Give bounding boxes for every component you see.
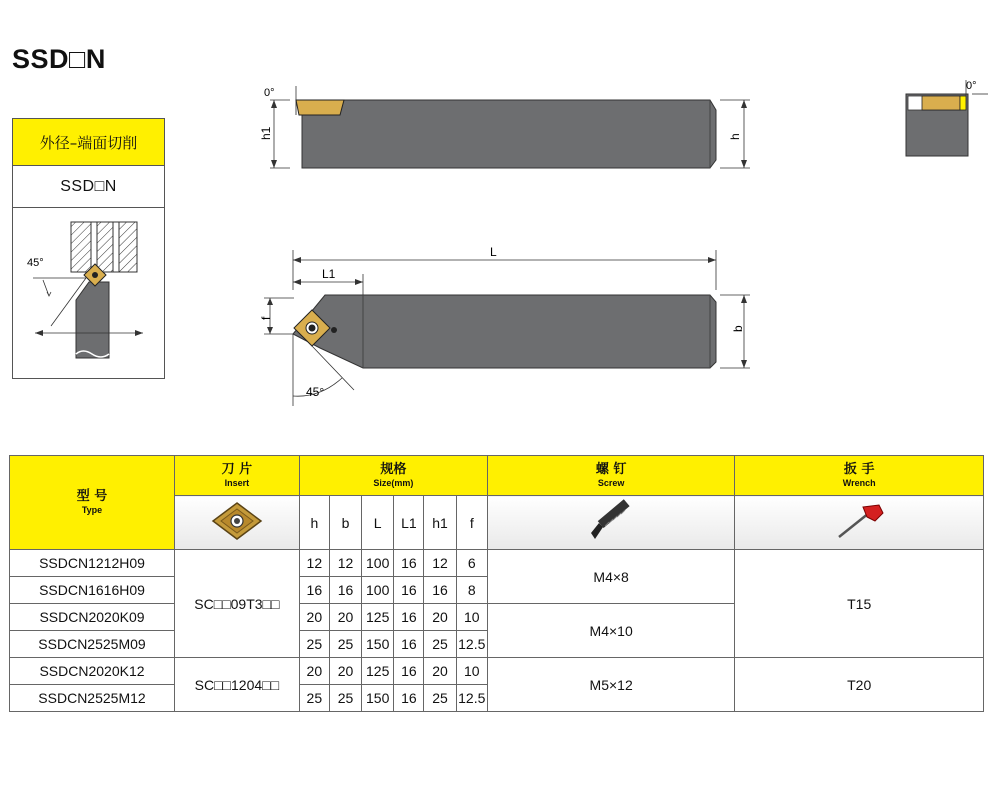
h1-label: h1 [259, 126, 273, 140]
dim-cell-L1: 16 [394, 550, 424, 577]
L1-label: L1 [322, 267, 336, 281]
screw-cell: M5×12 [487, 658, 735, 712]
type-header: 型 号 Type [10, 456, 175, 550]
dim-header-f: f [456, 496, 487, 550]
dim-cell-f: 10 [456, 658, 487, 685]
insert-header: 刀 片 Insert [175, 456, 300, 496]
dim-cell-h: 20 [299, 604, 329, 631]
b-label: b [731, 325, 745, 332]
wrench-cell: T20 [735, 658, 984, 712]
end-view-drawing [900, 76, 992, 160]
top-view-drawing [250, 80, 770, 180]
dim-cell-f: 8 [456, 577, 487, 604]
f-label: f [259, 316, 273, 320]
dim-cell-L: 150 [362, 631, 394, 658]
page-title: SSD□N [12, 44, 106, 74]
type-cell: SSDCN2525M12 [10, 685, 175, 712]
dim-header-h: h [299, 496, 329, 550]
dim-cell-L: 125 [362, 604, 394, 631]
table-row [10, 658, 984, 685]
size-header: 规格 Size(mm) [299, 456, 487, 496]
operation-diagram [13, 208, 164, 378]
wrench-image-cell [735, 496, 984, 550]
tool-body-plan [293, 295, 716, 368]
table-row [10, 550, 984, 577]
dim-cell-f: 10 [456, 604, 487, 631]
dim-cell-b: 25 [329, 685, 361, 712]
angle-label: 45° [27, 257, 44, 269]
dim-cell-b: 20 [329, 604, 361, 631]
plan-view-drawing [250, 238, 770, 410]
dim-header-L: L [362, 496, 394, 550]
insert-top-icon [296, 100, 344, 115]
spec-table [9, 455, 984, 712]
dim-cell-L1: 16 [394, 577, 424, 604]
side-angle-label: 0° [966, 80, 977, 92]
dim-cell-L1: 16 [394, 631, 424, 658]
insert-cell: SC□□1204□□ [175, 658, 300, 712]
wrench-header: 扳 手 Wrench [735, 456, 984, 496]
insert-icon [207, 499, 267, 543]
dim-header-b: b [329, 496, 361, 550]
top-angle-label: 0° [264, 87, 275, 99]
screw-cell: M4×10 [487, 604, 735, 658]
wrench-icon [829, 499, 889, 543]
dim-cell-b: 16 [329, 577, 361, 604]
type-cell: SSDCN2020K12 [10, 658, 175, 685]
dim-header-L1: L1 [394, 496, 424, 550]
dim-cell-h: 12 [299, 550, 329, 577]
screw-header: 螺 钉 Screw [487, 456, 735, 496]
dim-cell-h1: 25 [424, 631, 456, 658]
dim-cell-h: 25 [299, 685, 329, 712]
dim-cell-h1: 25 [424, 685, 456, 712]
dim-cell-b: 12 [329, 550, 361, 577]
dim-cell-h1: 12 [424, 550, 456, 577]
operation-category: 外径–端面切削 [13, 119, 164, 166]
dim-cell-f: 12.5 [456, 631, 487, 658]
dim-cell-f: 12.5 [456, 685, 487, 712]
dim-cell-h: 20 [299, 658, 329, 685]
type-cell: SSDCN2525M09 [10, 631, 175, 658]
type-cell: SSDCN1212H09 [10, 550, 175, 577]
insert-cell: SC□□09T3□□ [175, 550, 300, 658]
holder-model: SSD□N [13, 166, 164, 208]
type-cell: SSDCN2020K09 [10, 604, 175, 631]
dim-header-h1: h1 [424, 496, 456, 550]
L-label: L [490, 245, 497, 259]
tool-shank [76, 282, 109, 358]
dim-cell-h: 16 [299, 577, 329, 604]
dim-cell-b: 20 [329, 658, 361, 685]
plan-angle-label: 45° [306, 385, 325, 399]
dim-cell-h1: 16 [424, 577, 456, 604]
dim-cell-L: 125 [362, 658, 394, 685]
insert-end-icon [922, 96, 960, 110]
insert-image-cell [175, 496, 300, 550]
dim-cell-L1: 16 [394, 658, 424, 685]
dim-cell-L: 150 [362, 685, 394, 712]
screw-image-cell [487, 496, 735, 550]
dim-cell-h: 25 [299, 631, 329, 658]
dim-cell-L1: 16 [394, 604, 424, 631]
dim-cell-h1: 20 [424, 604, 456, 631]
h-label: h [728, 133, 742, 140]
screw-icon [581, 499, 641, 543]
dim-cell-b: 25 [329, 631, 361, 658]
dim-cell-L: 100 [362, 577, 394, 604]
type-cell: SSDCN1616H09 [10, 577, 175, 604]
screw-cell: M4×8 [487, 550, 735, 604]
dim-cell-L: 100 [362, 550, 394, 577]
wrench-cell: T15 [735, 550, 984, 658]
workpiece-hatch [71, 222, 137, 272]
tool-body-top [302, 100, 716, 168]
dim-cell-h1: 20 [424, 658, 456, 685]
operation-info-box [12, 118, 165, 379]
dim-cell-L1: 16 [394, 685, 424, 712]
dim-cell-f: 6 [456, 550, 487, 577]
